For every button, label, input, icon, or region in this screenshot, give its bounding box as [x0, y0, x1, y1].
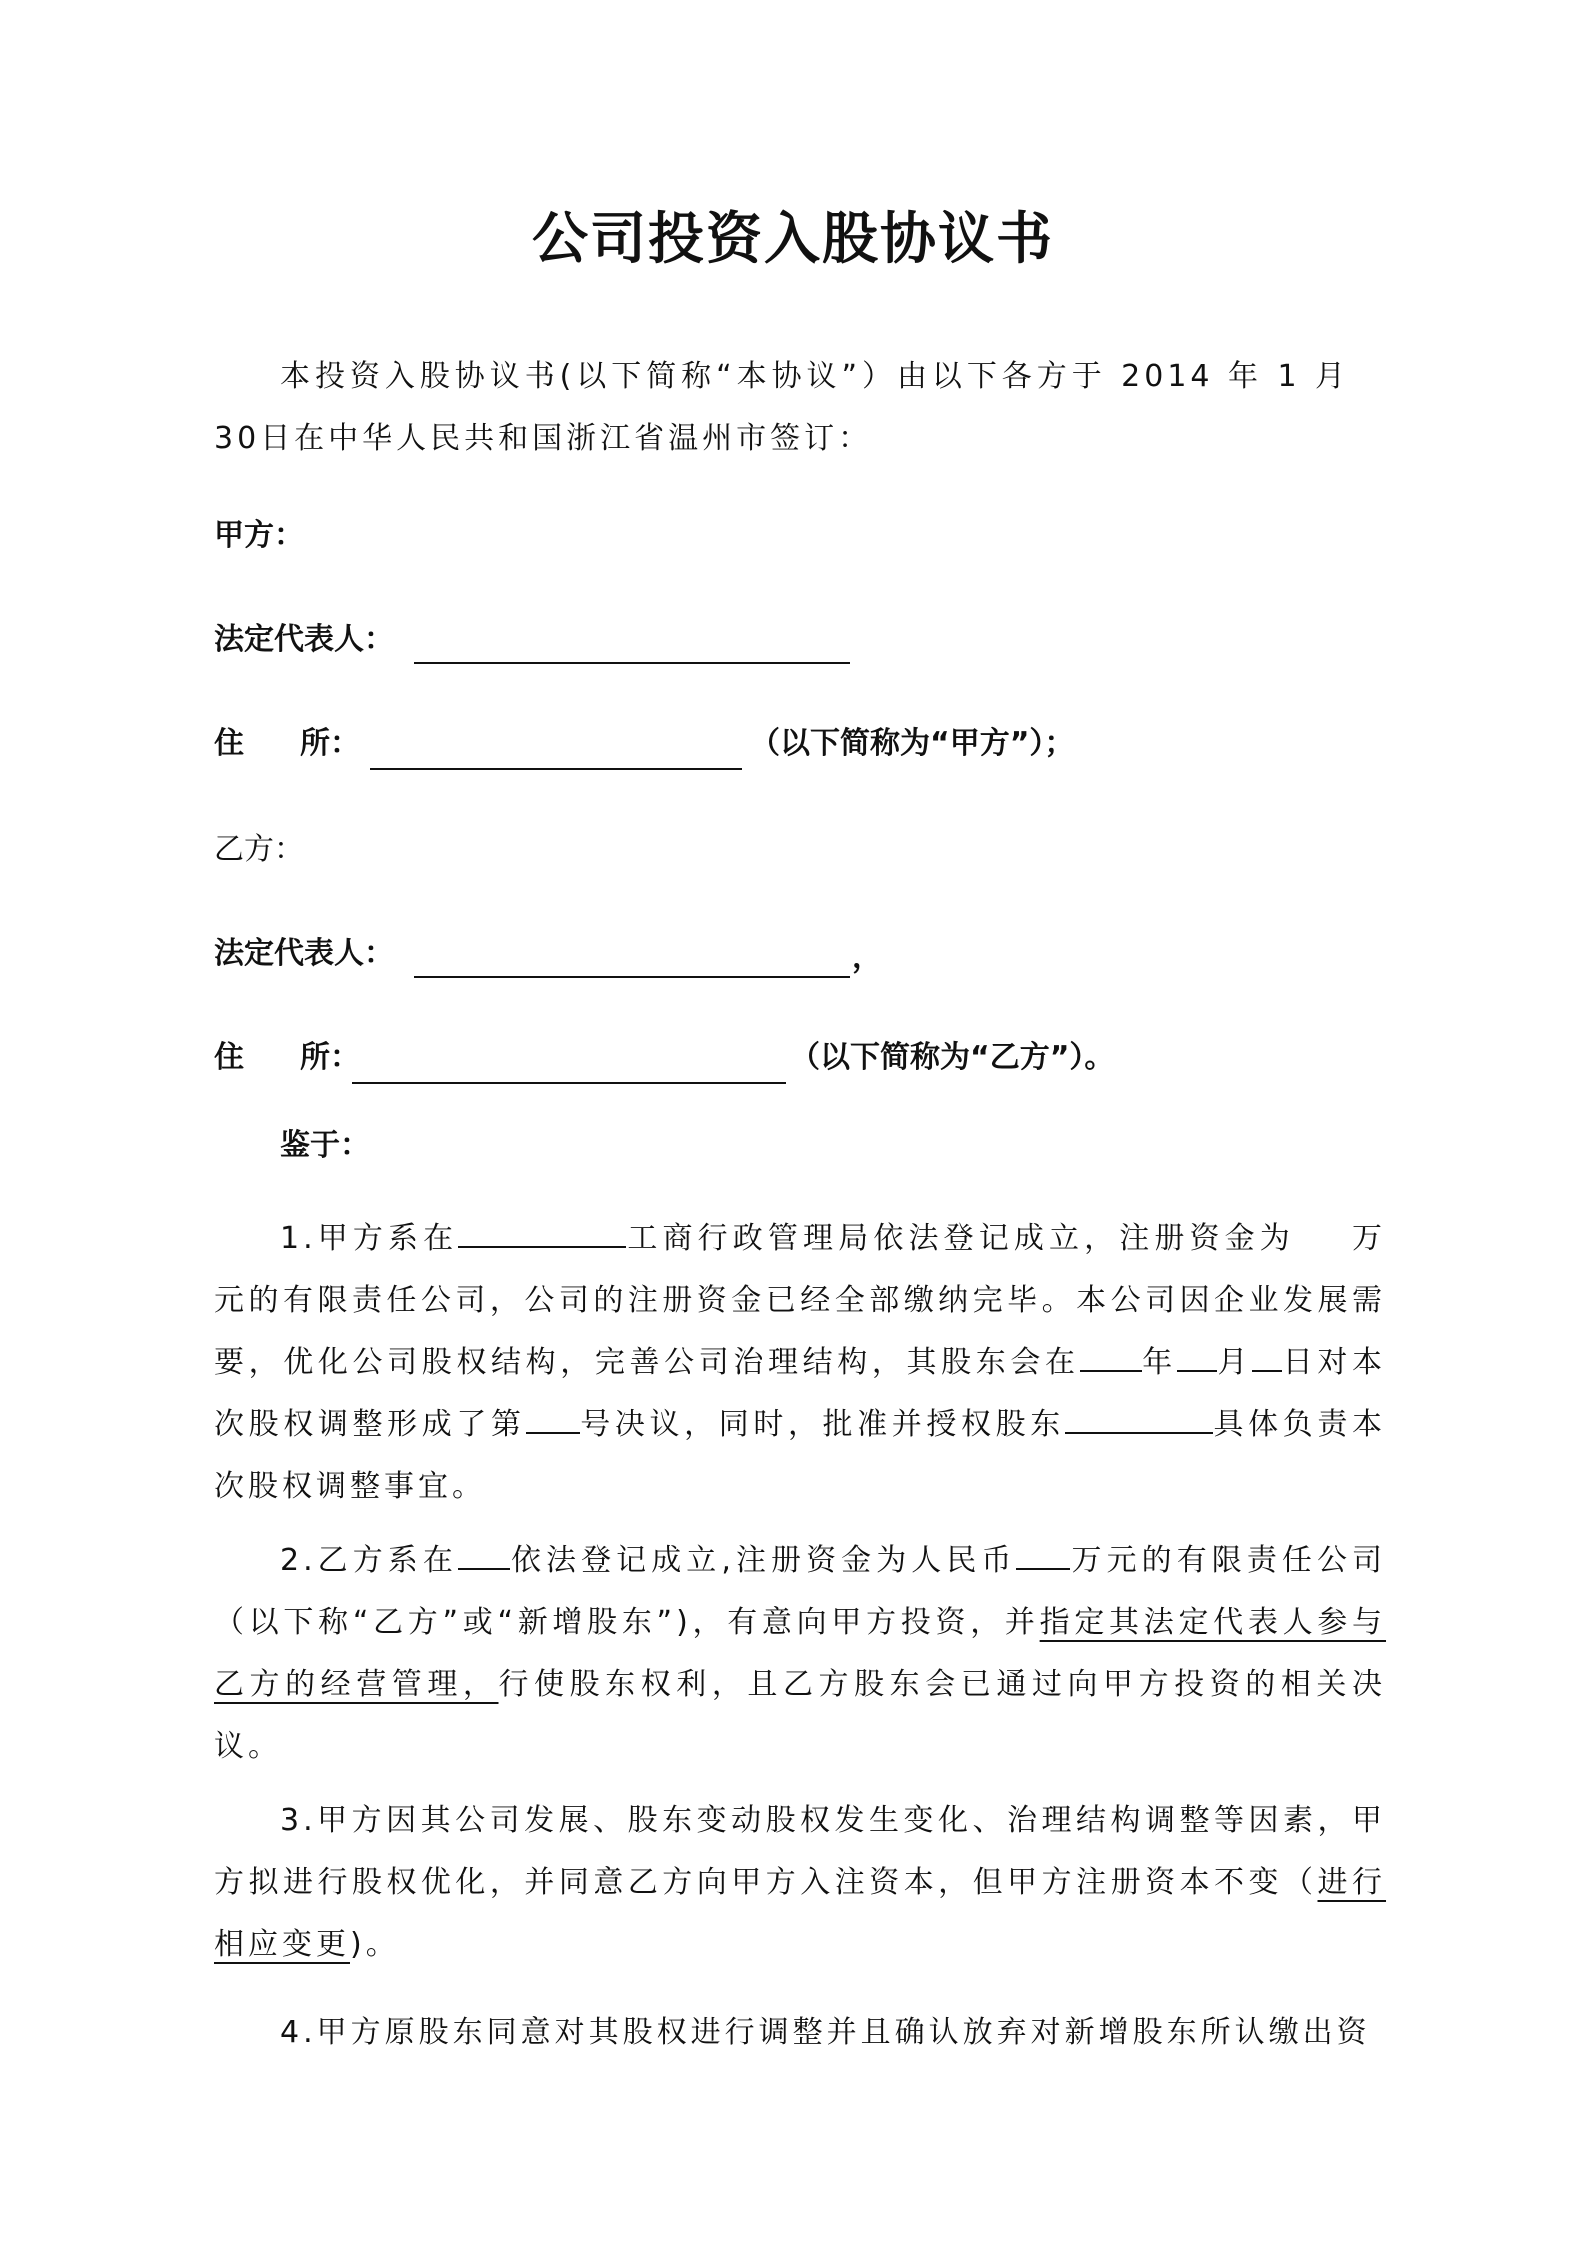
- clause-2-blank-location[interactable]: [458, 1538, 510, 1570]
- party-a-address-suffix: （以下简称为“甲方”）；: [750, 726, 1075, 761]
- party-b-rep-suffix: ，: [852, 940, 882, 975]
- clause-2: 2.乙方系在 依法登记成立,注册资金为人民币 万元的有限责任公司（以下称“乙方”或“新增股东”)，有意向甲方投资，并指定其法定代表人参与乙方的经营管理，行使股东权利，且乙方股东会已通过向甲方投资的相关决议。: [214, 1530, 1386, 1778]
- clause-1-blank-year[interactable]: [1080, 1340, 1142, 1372]
- intro-text-2: 30: [214, 421, 261, 456]
- intro-text-1: 本投资入股协议书(以下简称“本协议”）由以下各方于 2014 年 1 月: [280, 359, 1350, 394]
- party-a-address-blank[interactable]: [370, 768, 742, 770]
- clause-3-underlined-text: 进行相应变更: [214, 1865, 1387, 1962]
- party-a-address-label: 住 所：: [214, 726, 360, 761]
- clause-2-underlined-text: 指定其法定代表人参与乙方的经营管理，: [214, 1605, 1387, 1702]
- clause-4: 4.甲方原股东同意对其股权进行调整并且确认放弃对新增股东所认缴出资: [280, 2015, 1371, 2050]
- party-a-rep-blank[interactable]: [414, 662, 850, 664]
- party-b-rep-label: 法定代表人：: [214, 936, 394, 971]
- party-b-label: 乙方：: [214, 832, 304, 867]
- clause-1-blank-bureau[interactable]: [458, 1216, 626, 1248]
- intro-paragraph: [214, 346, 1386, 470]
- party-b-address-label: 住 所：: [214, 1040, 360, 1075]
- clause-1-blank-day[interactable]: [1252, 1340, 1282, 1372]
- clause-3: 3.甲方因其公司发展、股东变动股权发生变化、治理结构调整等因素，甲方拟进行股权优化，并同意乙方向甲方入注资本，但甲方注册资本不变（进行相应变更)。: [214, 1803, 1387, 1962]
- document-title: 公司投资入股协议书: [532, 207, 1054, 272]
- party-a-rep-label: 法定代表人：: [214, 622, 394, 657]
- whereas-label: 鉴于：: [280, 1128, 370, 1163]
- party-b-address-blank[interactable]: [352, 1082, 786, 1084]
- party-b-rep-blank[interactable]: [414, 976, 850, 978]
- clause-1-blank-capital[interactable]: [1295, 1216, 1351, 1248]
- party-b-address-suffix: （以下简称为“乙方”）。: [790, 1040, 1115, 1075]
- clause-1: 1.甲方系在 工商行政管理局依法登记成立，注册资金为 万元的有限责任公司，公司的注册资金已经全部缴纳完毕。本公司因企业发展需要，优化公司股权结构，完善公司治理结构，其股东会在 年 月 日对本次股权调整形成了第 号决议，同时，批准并授权股东 具体负责本次股权调整事宜。: [214, 1208, 1386, 1518]
- intro-text-3: 日在中华人民共和国浙江省温州市签订：: [260, 421, 873, 456]
- clause-1-blank-shareholder[interactable]: [1065, 1402, 1213, 1434]
- clause-1-blank-month[interactable]: [1177, 1340, 1217, 1372]
- party-a-label: 甲方：: [214, 518, 304, 553]
- clause-1-blank-resolution[interactable]: [526, 1402, 580, 1434]
- clause-2-blank-capital[interactable]: [1016, 1538, 1070, 1570]
